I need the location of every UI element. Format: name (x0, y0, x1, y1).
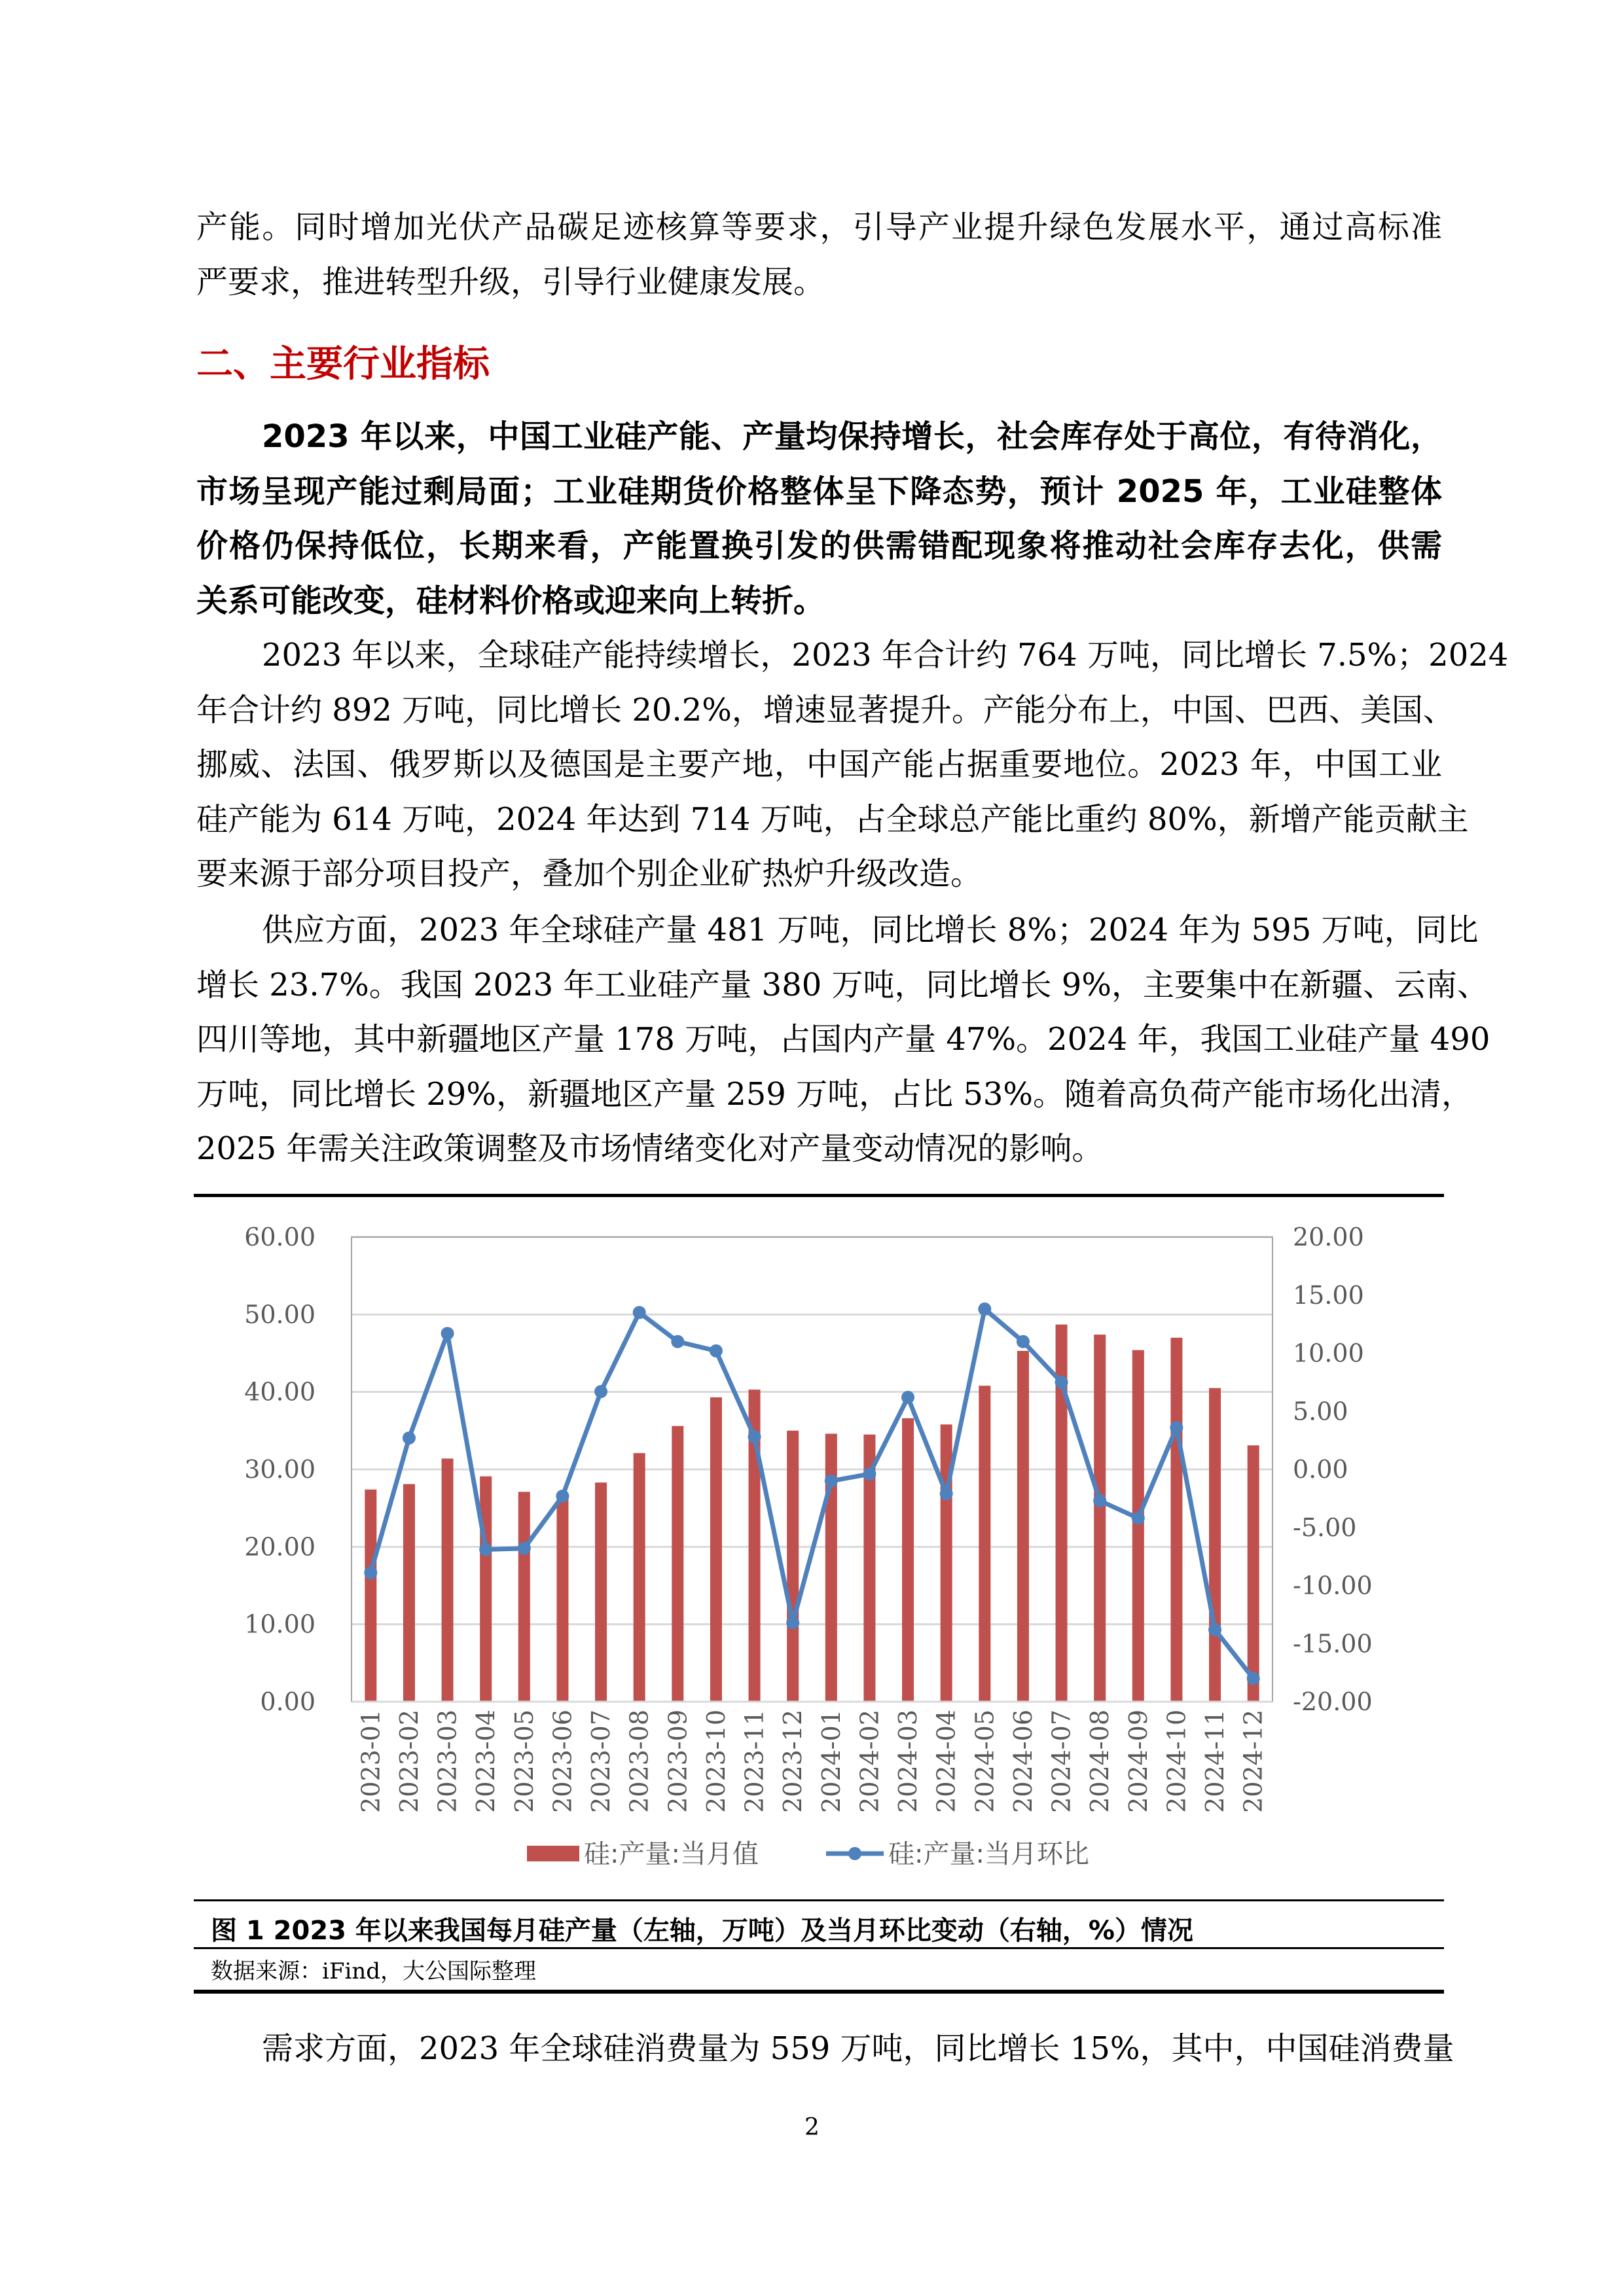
line-point (479, 1543, 492, 1556)
bar (480, 1477, 492, 1702)
right-axis-tick-label: -5.00 (1293, 1513, 1357, 1542)
line-series (370, 1309, 1253, 1678)
text-line: 严要求，推进转型升级，引导行业健康发展。 (196, 263, 825, 300)
x-axis-tick-label: 2023-04 (471, 1710, 501, 1813)
x-axis-tick-label: 2024-01 (816, 1710, 846, 1813)
bar (365, 1490, 376, 1702)
line-point (940, 1487, 953, 1500)
bar (825, 1434, 837, 1702)
line-point (863, 1467, 876, 1480)
figure-bottom-rule (194, 1990, 1444, 1994)
line-point (441, 1327, 454, 1340)
line-point (671, 1335, 684, 1348)
x-axis-tick-label: 2023-03 (433, 1710, 462, 1813)
x-axis-tick-label: 2024-07 (1047, 1710, 1076, 1813)
bar (1132, 1350, 1144, 1702)
line-point (710, 1344, 723, 1357)
text-line: 价格仍保持低位，长期来看，产能置换引发的供需错配现象将推动社会库存去化，供需 (196, 528, 1442, 564)
caption-bottom-rule (194, 1947, 1444, 1949)
bar (1170, 1338, 1182, 1702)
line-point (1247, 1672, 1260, 1685)
left-axis-tick-label: 0.00 (260, 1687, 316, 1716)
line-point (594, 1385, 607, 1398)
x-axis-tick-label: 2023-02 (394, 1710, 424, 1813)
bar (518, 1492, 530, 1702)
bar (634, 1453, 645, 1702)
x-axis-tick-label: 2024-11 (1200, 1710, 1230, 1813)
bar (1017, 1351, 1029, 1702)
bar (1248, 1445, 1259, 1702)
bar (710, 1397, 722, 1702)
left-axis-tick-label: 50.00 (244, 1300, 316, 1329)
right-axis-tick-label: -10.00 (1293, 1571, 1373, 1600)
left-axis-tick-label: 10.00 (244, 1609, 316, 1639)
x-axis-tick-label: 2024-12 (1238, 1710, 1268, 1813)
caption-top-rule (194, 1899, 1444, 1901)
x-axis-tick-label: 2023-09 (663, 1710, 693, 1813)
line-point (1170, 1421, 1183, 1434)
line-point (518, 1542, 531, 1555)
right-axis-tick-label: 0.00 (1293, 1455, 1348, 1484)
right-axis-tick-label: 15.00 (1293, 1280, 1364, 1310)
bar (403, 1484, 415, 1702)
x-axis-tick-label: 2024-08 (1085, 1710, 1115, 1813)
line-point (403, 1431, 416, 1444)
text-line: 供应方面，2023 年全球硅产量 481 万吨，同比增长 8%；2024 年为 595 万吨，同比 (262, 912, 1479, 948)
x-axis-tick-label: 2024-06 (1008, 1710, 1038, 1813)
bar (902, 1418, 914, 1702)
text-line: 万吨，同比增长 29%，新疆地区产量 259 万吨，占比 53%。随着高负荷产能市场化出清， (196, 1075, 1473, 1113)
text-line: 挪威、法国、俄罗斯以及德国是主要产地，中国产能占据重要地位。2023 年，中国工业 (196, 746, 1442, 783)
legend-line-label: 硅:产量:当月环比 (888, 1839, 1089, 1869)
bar (672, 1426, 683, 1702)
bar (556, 1496, 568, 1702)
x-axis-tick-label: 2023-05 (509, 1710, 539, 1813)
line-point (364, 1566, 377, 1579)
x-axis-tick-label: 2023-08 (624, 1710, 654, 1813)
x-axis-tick-label: 2023-12 (778, 1710, 808, 1813)
left-axis-tick-label: 20.00 (244, 1532, 316, 1562)
text-line: 2025 年需关注政策调整及市场情绪变化对产量变动情况的影响。 (196, 1130, 1104, 1167)
x-axis-tick-label: 2023-10 (701, 1710, 731, 1813)
left-axis-tick-label: 40.00 (244, 1377, 316, 1407)
text-line: 四川等地，其中新疆地区产量 178 万吨，占国内产量 47%。2024 年，我国工业硅产量 490 (196, 1021, 1490, 1058)
left-axis-tick-label: 60.00 (244, 1223, 316, 1251)
text-line: 产能。同时增加光伏产品碳足迹核算等要求，引导产业提升绿色发展水平，通过高标准 (196, 209, 1442, 245)
bar (442, 1458, 454, 1702)
x-axis-tick-label: 2024-05 (970, 1710, 1000, 1813)
text-line: 要来源于部分项目投产，叠加个别企业矿热炉升级改造。 (196, 855, 983, 892)
section-heading: 二、主要行业指标 (196, 343, 490, 386)
figure-source: 数据来源：iFind，大公国际整理 (211, 1958, 537, 1984)
x-axis-tick-label: 2024-04 (931, 1710, 961, 1813)
x-axis-tick-label: 2023-07 (586, 1710, 616, 1813)
x-axis-tick-label: 2024-02 (855, 1710, 884, 1813)
line-point (1208, 1623, 1221, 1636)
bar (787, 1431, 799, 1702)
legend-bar-label: 硅:产量:当月值 (584, 1839, 759, 1869)
line-point (978, 1302, 991, 1316)
x-axis-tick-label: 2023-06 (548, 1710, 577, 1813)
x-axis-tick-label: 2023-01 (356, 1710, 386, 1813)
line-point (901, 1391, 914, 1404)
right-axis-tick-label: 10.00 (1293, 1338, 1364, 1368)
text-line: 年合计约 892 万吨，同比增长 20.2%，增速显著提升。产能分布上，中国、巴西、美国、 (196, 691, 1454, 728)
line-point (1017, 1335, 1030, 1348)
line-point (1093, 1494, 1106, 1507)
x-axis-tick-label: 2024-10 (1162, 1710, 1191, 1813)
bar (979, 1386, 990, 1702)
x-axis-tick-label: 2024-09 (1123, 1710, 1153, 1813)
right-axis-tick-label: 20.00 (1293, 1223, 1364, 1251)
text-line: 硅产能为 614 万吨，2024 年达到 714 万吨，占全球总产能比重约 80%，新增产能贡献主 (196, 800, 1469, 838)
text-line: 2023 年以来，中国工业硅产能、产量均保持增长，社会库存处于高位，有待消化， (262, 418, 1442, 455)
line-point (633, 1306, 646, 1319)
bar (595, 1482, 607, 1702)
right-axis-tick-label: 5.00 (1293, 1397, 1348, 1426)
line-point (1132, 1512, 1145, 1525)
x-axis-tick-label: 2023-11 (740, 1710, 769, 1813)
line-point (1055, 1376, 1068, 1389)
x-axis-tick-label: 2024-03 (893, 1710, 923, 1813)
right-axis-tick-label: -15.00 (1293, 1629, 1373, 1659)
figure-top-rule (194, 1194, 1444, 1197)
text-line: 关系可能改变，硅材料价格或迎来向上转折。 (196, 582, 825, 619)
text-line: 市场呈现产能过剩局面；工业硅期货价格整体呈下降态势，预计 2025 年，工业硅整体 (196, 473, 1442, 510)
text-line: 增长 23.7%。我国 2023 年工业硅产量 380 万吨，同比增长 9%，主要集中在新疆、云南、 (196, 966, 1489, 1003)
text-line: 需求方面，2023 年全球硅消费量为 559 万吨，同比增长 15%，其中，中国硅消费量 (262, 2030, 1454, 2067)
legend-bar-swatch (527, 1846, 579, 1861)
right-axis-tick-label: -20.00 (1293, 1687, 1373, 1716)
legend-line-marker (848, 1847, 861, 1860)
bar (1094, 1335, 1106, 1702)
line-point (748, 1430, 761, 1443)
production-chart (196, 1198, 1442, 1898)
line-point (825, 1475, 838, 1488)
left-axis-tick-label: 30.00 (244, 1455, 316, 1484)
figure-caption: 图 1 2023 年以来我国每月硅产量（左轴，万吨）及当月环比变动（右轴，%）情况 (211, 1916, 1194, 1946)
page-number: 2 (804, 2114, 820, 2141)
text-line: 2023 年以来，全球硅产能持续增长，2023 年合计约 764 万吨，同比增长 7.5%；2024 (262, 637, 1509, 673)
line-point (786, 1616, 799, 1629)
line-point (556, 1490, 569, 1503)
bar (1209, 1388, 1221, 1702)
